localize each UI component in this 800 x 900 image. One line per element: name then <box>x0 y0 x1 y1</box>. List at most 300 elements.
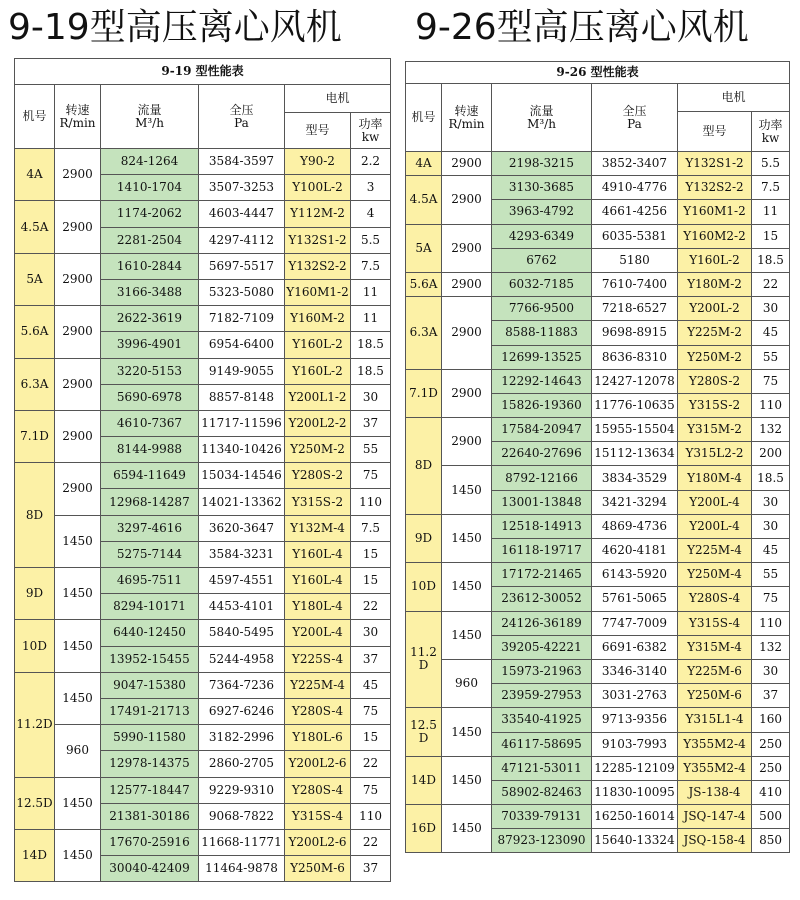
cell-model: 4.5A <box>15 201 55 253</box>
cell-power: 55 <box>351 437 391 463</box>
cell-motor: Y315S-2 <box>678 393 752 417</box>
cell-pressure: 3584-3231 <box>199 541 285 567</box>
cell-flow: 3130-3685 <box>492 176 592 200</box>
cell-flow: 3996-4901 <box>101 332 199 358</box>
cell-flow: 70339-79131 <box>492 805 592 829</box>
table-body <box>15 149 391 882</box>
cell-flow: 1610-2844 <box>101 253 199 279</box>
header-flow: 流量 M³/h <box>101 85 199 149</box>
cell-motor: Y280S-4 <box>285 777 351 803</box>
cell-speed: 1450 <box>55 829 101 881</box>
cell-motor: Y160M1-2 <box>285 279 351 305</box>
cell-motor: Y160L-4 <box>285 568 351 594</box>
cell-motor: Y225M-2 <box>678 321 752 345</box>
cell-pressure: 4597-4551 <box>199 568 285 594</box>
cell-motor: Y225S-4 <box>285 646 351 672</box>
cell-pressure: 11340-10426 <box>199 437 285 463</box>
cell-pressure: 7610-7400 <box>592 272 678 296</box>
cell-flow: 13952-15455 <box>101 646 199 672</box>
cell-flow: 2622-3619 <box>101 306 199 332</box>
cell-pressure: 11464-9878 <box>199 856 285 882</box>
cell-pressure: 9068-7822 <box>199 803 285 829</box>
cell-flow: 6440-12450 <box>101 620 199 646</box>
cell-flow: 8792-12166 <box>492 466 592 490</box>
cell-pressure: 15955-15504 <box>592 418 678 442</box>
cell-pressure: 16250-16014 <box>592 805 678 829</box>
table-row <box>15 410 391 436</box>
cell-flow: 1410-1704 <box>101 175 199 201</box>
cell-model: 4A <box>15 149 55 201</box>
table-row <box>15 672 391 698</box>
cell-motor: Y250M-2 <box>285 437 351 463</box>
cell-motor: Y355M2-4 <box>678 756 752 780</box>
cell-pressure: 7747-7009 <box>592 611 678 635</box>
table-row <box>406 176 790 200</box>
cell-motor: Y225M-4 <box>285 672 351 698</box>
cell-flow: 6032-7185 <box>492 272 592 296</box>
cell-power: 30 <box>752 297 790 321</box>
table-row <box>15 201 391 227</box>
table-row <box>406 756 790 780</box>
cell-motor: Y200L-4 <box>285 620 351 646</box>
cell-pressure: 6691-6382 <box>592 635 678 659</box>
header-model: 机号 <box>406 84 442 152</box>
cell-speed: 1450 <box>55 672 101 724</box>
cell-flow: 12699-13525 <box>492 345 592 369</box>
cell-power: 75 <box>351 463 391 489</box>
cell-motor: Y200L-2 <box>678 297 752 321</box>
cell-motor: Y160L-2 <box>285 358 351 384</box>
cell-motor: Y200L2-2 <box>285 410 351 436</box>
table-row <box>15 358 391 384</box>
cell-model: 4A <box>406 152 442 176</box>
cell-motor: Y355M2-4 <box>678 732 752 756</box>
cell-pressure: 3834-3529 <box>592 466 678 490</box>
cell-speed: 1450 <box>55 777 101 829</box>
cell-motor: Y225M-6 <box>678 659 752 683</box>
cell-model: 10D <box>406 563 442 611</box>
cell-power: 37 <box>351 410 391 436</box>
cell-speed: 1450 <box>442 805 492 853</box>
cell-speed: 2900 <box>55 306 101 358</box>
cell-pressure: 3620-3647 <box>199 515 285 541</box>
cell-power: 200 <box>752 442 790 466</box>
cell-flow: 7766-9500 <box>492 297 592 321</box>
cell-pressure: 12285-12109 <box>592 756 678 780</box>
cell-power: 37 <box>752 684 790 708</box>
cell-power: 45 <box>752 539 790 563</box>
cell-power: 30 <box>351 620 391 646</box>
cell-pressure: 3182-2996 <box>199 725 285 751</box>
cell-motor: JSQ-158-4 <box>678 829 752 853</box>
cell-flow: 16118-19717 <box>492 539 592 563</box>
cell-motor: Y200L1-2 <box>285 384 351 410</box>
cell-speed: 1450 <box>442 708 492 756</box>
cell-speed: 2900 <box>442 224 492 272</box>
cell-power: 4 <box>351 201 391 227</box>
cell-pressure: 15640-13324 <box>592 829 678 853</box>
cell-motor: Y132M-4 <box>285 515 351 541</box>
cell-motor: Y100L-2 <box>285 175 351 201</box>
cell-power: 30 <box>752 659 790 683</box>
table-row <box>406 297 790 321</box>
cell-power: 75 <box>752 587 790 611</box>
cell-power: 5.5 <box>351 227 391 253</box>
cell-power: 850 <box>752 829 790 853</box>
table-caption: 9-26 型性能表 <box>406 62 790 84</box>
header-motor: 电机 <box>678 84 790 112</box>
cell-pressure: 12427-12078 <box>592 369 678 393</box>
cell-motor: Y160M1-2 <box>678 200 752 224</box>
header-motor: 电机 <box>285 85 391 113</box>
cell-motor: Y280S-4 <box>678 587 752 611</box>
table-row <box>15 463 391 489</box>
cell-motor: Y315S-4 <box>285 803 351 829</box>
cell-pressure: 9103-7993 <box>592 732 678 756</box>
cell-motor: Y112M-2 <box>285 201 351 227</box>
cell-motor: Y315L2-2 <box>678 442 752 466</box>
table-row <box>15 306 391 332</box>
cell-flow: 6594-11649 <box>101 463 199 489</box>
cell-speed: 960 <box>55 725 101 777</box>
cell-pressure: 5840-5495 <box>199 620 285 646</box>
cell-power: 37 <box>351 856 391 882</box>
cell-flow: 47121-53011 <box>492 756 592 780</box>
table-row <box>406 369 790 393</box>
cell-flow: 3220-5153 <box>101 358 199 384</box>
cell-pressure: 7364-7236 <box>199 672 285 698</box>
header-speed: 转速 R/min <box>442 84 492 152</box>
left-page-title: 9-19型高压离心风机 <box>8 7 342 48</box>
cell-motor: JS-138-4 <box>678 780 752 804</box>
header-motor-type: 型号 <box>678 112 752 152</box>
cell-power: 3 <box>351 175 391 201</box>
cell-speed: 2900 <box>442 369 492 417</box>
table-row <box>406 514 790 538</box>
cell-power: 55 <box>752 345 790 369</box>
cell-motor: Y132S1-2 <box>678 152 752 176</box>
table-row <box>15 253 391 279</box>
cell-model: 5.6A <box>406 272 442 296</box>
cell-flow: 5690-6978 <box>101 384 199 410</box>
cell-speed: 1450 <box>442 756 492 804</box>
cell-pressure: 7182-7109 <box>199 306 285 332</box>
table-row <box>15 568 391 594</box>
cell-flow: 23959-27953 <box>492 684 592 708</box>
cell-model: 7.1D <box>15 410 55 462</box>
cell-power: 110 <box>752 393 790 417</box>
cell-speed: 2900 <box>442 272 492 296</box>
cell-flow: 15973-21963 <box>492 659 592 683</box>
cell-motor: Y280S-2 <box>285 463 351 489</box>
cell-power: 45 <box>351 672 391 698</box>
table-row <box>406 272 790 296</box>
cell-pressure: 4869-4736 <box>592 514 678 538</box>
cell-pressure: 15112-13634 <box>592 442 678 466</box>
cell-model: 12.5D <box>15 777 55 829</box>
cell-model: 11.2 D <box>406 611 442 708</box>
cell-power: 250 <box>752 732 790 756</box>
cell-pressure: 4603-4447 <box>199 201 285 227</box>
table-row <box>406 563 790 587</box>
cell-pressure: 7218-6527 <box>592 297 678 321</box>
table-row <box>406 805 790 829</box>
cell-pressure: 4453-4101 <box>199 594 285 620</box>
cell-pressure: 11668-11771 <box>199 829 285 855</box>
cell-power: 7.5 <box>351 253 391 279</box>
cell-flow: 4695-7511 <box>101 568 199 594</box>
cell-power: 15 <box>351 541 391 567</box>
cell-power: 5.5 <box>752 152 790 176</box>
cell-pressure: 6035-5381 <box>592 224 678 248</box>
cell-motor: Y315M-2 <box>678 418 752 442</box>
cell-pressure: 4620-4181 <box>592 539 678 563</box>
cell-power: 500 <box>752 805 790 829</box>
cell-motor: Y180M-2 <box>678 272 752 296</box>
cell-motor: Y160M-2 <box>285 306 351 332</box>
cell-pressure: 4910-4776 <box>592 176 678 200</box>
cell-power: 7.5 <box>752 176 790 200</box>
cell-model: 7.1D <box>406 369 442 417</box>
cell-pressure: 3852-3407 <box>592 152 678 176</box>
cell-model: 8D <box>15 463 55 568</box>
cell-power: 22 <box>351 751 391 777</box>
cell-motor: Y200L2-6 <box>285 829 351 855</box>
cell-flow: 9047-15380 <box>101 672 199 698</box>
cell-speed: 1450 <box>55 568 101 620</box>
cell-motor: Y180M-4 <box>678 466 752 490</box>
cell-motor: Y280S-4 <box>285 698 351 724</box>
cell-model: 11.2D <box>15 672 55 777</box>
cell-power: 22 <box>351 594 391 620</box>
cell-power: 30 <box>351 384 391 410</box>
cell-flow: 17491-21713 <box>101 698 199 724</box>
cell-flow: 8294-10171 <box>101 594 199 620</box>
cell-model: 10D <box>15 620 55 672</box>
cell-speed: 1450 <box>55 620 101 672</box>
cell-speed: 2900 <box>442 418 492 466</box>
table-row <box>406 152 790 176</box>
header-power: 功率 kw <box>752 112 790 152</box>
cell-power: 75 <box>351 777 391 803</box>
header-pressure: 全压 Pa <box>199 85 285 149</box>
cell-power: 30 <box>752 514 790 538</box>
cell-power: 15 <box>351 568 391 594</box>
cell-speed: 2900 <box>55 149 101 201</box>
cell-model: 5A <box>15 253 55 305</box>
cell-pressure: 9229-9310 <box>199 777 285 803</box>
cell-speed: 1450 <box>442 563 492 611</box>
cell-flow: 4293-6349 <box>492 224 592 248</box>
cell-speed: 2900 <box>55 463 101 515</box>
cell-motor: Y132S1-2 <box>285 227 351 253</box>
cell-motor: Y132S2-2 <box>285 253 351 279</box>
cell-pressure: 8636-8310 <box>592 345 678 369</box>
cell-flow: 4610-7367 <box>101 410 199 436</box>
cell-pressure: 3584-3597 <box>199 149 285 175</box>
cell-power: 55 <box>752 563 790 587</box>
cell-model: 5.6A <box>15 306 55 358</box>
header-pressure: 全压 Pa <box>592 84 678 152</box>
cell-motor: Y180L-4 <box>285 594 351 620</box>
cell-motor: Y132S2-2 <box>678 176 752 200</box>
cell-speed: 960 <box>442 659 492 707</box>
cell-flow: 33540-41925 <box>492 708 592 732</box>
cell-motor: Y160L-2 <box>678 248 752 272</box>
cell-flow: 17172-21465 <box>492 563 592 587</box>
cell-flow: 6762 <box>492 248 592 272</box>
cell-flow: 3297-4616 <box>101 515 199 541</box>
cell-speed: 1450 <box>442 611 492 659</box>
performance-table-9-19 <box>14 58 391 882</box>
cell-pressure: 5180 <box>592 248 678 272</box>
cell-speed: 1450 <box>442 514 492 562</box>
cell-flow: 17670-25916 <box>101 829 199 855</box>
cell-power: 110 <box>351 489 391 515</box>
cell-speed: 2900 <box>442 297 492 370</box>
cell-flow: 5990-11580 <box>101 725 199 751</box>
cell-power: 250 <box>752 756 790 780</box>
cell-pressure: 6954-6400 <box>199 332 285 358</box>
cell-motor: Y200L2-6 <box>285 751 351 777</box>
cell-power: 22 <box>351 829 391 855</box>
cell-pressure: 8857-8148 <box>199 384 285 410</box>
cell-power: 11 <box>351 279 391 305</box>
cell-flow: 13001-13848 <box>492 490 592 514</box>
cell-speed: 2900 <box>55 358 101 410</box>
cell-flow: 2281-2504 <box>101 227 199 253</box>
cell-model: 4.5A <box>406 176 442 224</box>
cell-motor: Y160L-4 <box>285 541 351 567</box>
table-caption: 9-19 型性能表 <box>15 59 391 85</box>
cell-speed: 2900 <box>55 253 101 305</box>
cell-flow: 12292-14643 <box>492 369 592 393</box>
cell-model: 16D <box>406 805 442 853</box>
cell-power: 18.5 <box>351 358 391 384</box>
cell-motor: Y160L-2 <box>285 332 351 358</box>
cell-pressure: 2860-2705 <box>199 751 285 777</box>
cell-flow: 23612-30052 <box>492 587 592 611</box>
cell-motor: Y280S-2 <box>678 369 752 393</box>
cell-pressure: 15034-14546 <box>199 463 285 489</box>
cell-pressure: 4661-4256 <box>592 200 678 224</box>
table-row <box>15 777 391 803</box>
cell-flow: 46117-58695 <box>492 732 592 756</box>
cell-flow: 22640-27696 <box>492 442 592 466</box>
cell-model: 5A <box>406 224 442 272</box>
cell-model: 6.3A <box>406 297 442 370</box>
cell-model: 6.3A <box>15 358 55 410</box>
cell-pressure: 3421-3294 <box>592 490 678 514</box>
cell-power: 22 <box>752 272 790 296</box>
cell-pressure: 11776-10635 <box>592 393 678 417</box>
cell-power: 15 <box>752 224 790 248</box>
performance-table-9-26 <box>405 61 790 853</box>
cell-power: 75 <box>752 369 790 393</box>
cell-motor: Y315S-2 <box>285 489 351 515</box>
cell-pressure: 11717-11596 <box>199 410 285 436</box>
cell-motor: Y180L-6 <box>285 725 351 751</box>
table-row <box>15 149 391 175</box>
cell-motor: Y250M-2 <box>678 345 752 369</box>
table-row <box>15 620 391 646</box>
cell-pressure: 5697-5517 <box>199 253 285 279</box>
table-row <box>406 659 790 683</box>
cell-power: 2.2 <box>351 149 391 175</box>
cell-power: 37 <box>351 646 391 672</box>
cell-model: 9D <box>15 568 55 620</box>
table-row <box>15 725 391 751</box>
cell-motor: Y200L-4 <box>678 514 752 538</box>
cell-motor: Y315M-4 <box>678 635 752 659</box>
cell-power: 410 <box>752 780 790 804</box>
cell-pressure: 3507-3253 <box>199 175 285 201</box>
cell-power: 160 <box>752 708 790 732</box>
cell-model: 14D <box>15 829 55 881</box>
table-row <box>15 515 391 541</box>
cell-pressure: 9713-9356 <box>592 708 678 732</box>
cell-flow: 8144-9988 <box>101 437 199 463</box>
cell-power: 18.5 <box>351 332 391 358</box>
cell-pressure: 9698-8915 <box>592 321 678 345</box>
cell-motor: Y250M-6 <box>285 856 351 882</box>
table-row <box>406 708 790 732</box>
cell-model: 14D <box>406 756 442 804</box>
cell-power: 110 <box>351 803 391 829</box>
cell-pressure: 5244-4958 <box>199 646 285 672</box>
cell-flow: 12518-14913 <box>492 514 592 538</box>
cell-pressure: 6143-5920 <box>592 563 678 587</box>
cell-pressure: 6927-6246 <box>199 698 285 724</box>
cell-flow: 21381-30186 <box>101 803 199 829</box>
cell-flow: 17584-20947 <box>492 418 592 442</box>
cell-speed: 2900 <box>55 410 101 462</box>
header-flow: 流量 M³/h <box>492 84 592 152</box>
cell-flow: 8588-11883 <box>492 321 592 345</box>
right-page-title: 9-26型高压离心风机 <box>415 7 749 48</box>
cell-power: 132 <box>752 418 790 442</box>
cell-speed: 1450 <box>55 515 101 567</box>
cell-power: 132 <box>752 635 790 659</box>
cell-flow: 5275-7144 <box>101 541 199 567</box>
cell-power: 75 <box>351 698 391 724</box>
cell-motor: Y90-2 <box>285 149 351 175</box>
cell-motor: Y200L-4 <box>678 490 752 514</box>
cell-motor: Y160M2-2 <box>678 224 752 248</box>
cell-pressure: 4297-4112 <box>199 227 285 253</box>
cell-flow: 12978-14375 <box>101 751 199 777</box>
cell-speed: 2900 <box>442 176 492 224</box>
cell-pressure: 3346-3140 <box>592 659 678 683</box>
header-motor-type: 型号 <box>285 113 351 149</box>
cell-motor: Y315L1-4 <box>678 708 752 732</box>
cell-power: 18.5 <box>752 248 790 272</box>
table-row <box>406 224 790 248</box>
cell-power: 7.5 <box>351 515 391 541</box>
cell-pressure: 3031-2763 <box>592 684 678 708</box>
cell-power: 11 <box>752 200 790 224</box>
cell-flow: 3963-4792 <box>492 200 592 224</box>
cell-flow: 3166-3488 <box>101 279 199 305</box>
cell-flow: 12577-18447 <box>101 777 199 803</box>
cell-speed: 2900 <box>55 201 101 253</box>
cell-motor: JSQ-147-4 <box>678 805 752 829</box>
cell-pressure: 5323-5080 <box>199 279 285 305</box>
cell-flow: 39205-42221 <box>492 635 592 659</box>
cell-speed: 1450 <box>442 466 492 514</box>
cell-flow: 2198-3215 <box>492 152 592 176</box>
cell-flow: 24126-36189 <box>492 611 592 635</box>
